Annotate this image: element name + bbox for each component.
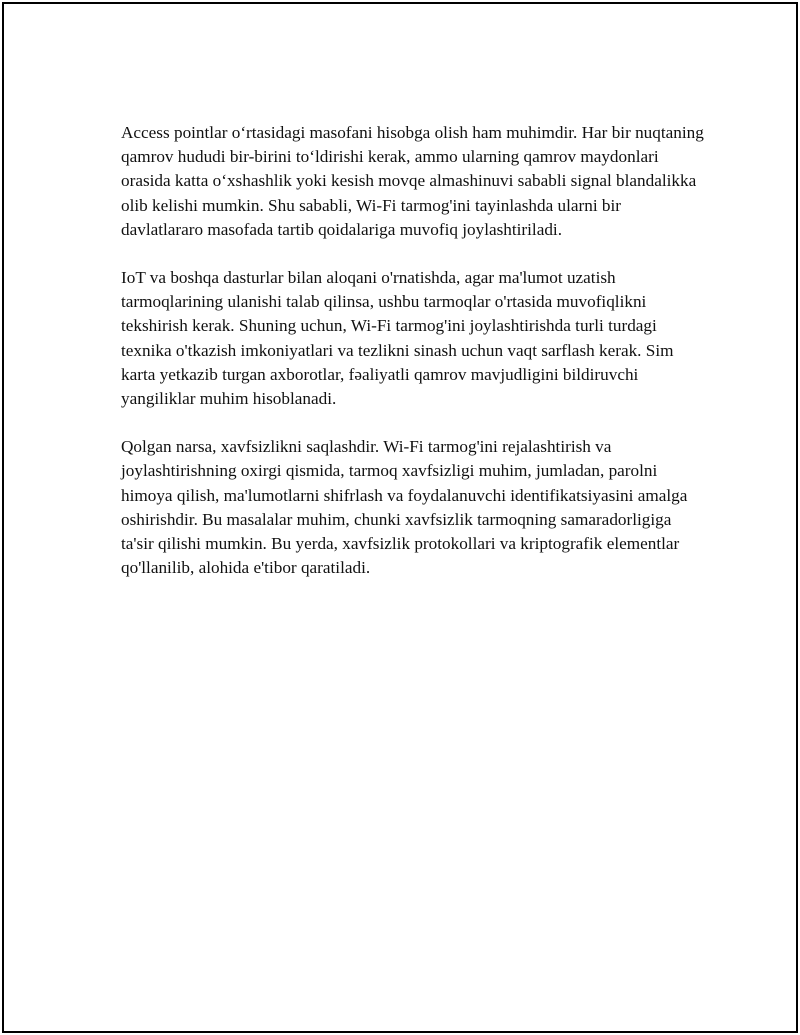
paragraph-3: Qolgan narsa, xavfsizlikni saqlashdir. Wi-Fi tarmog'ini rejalashtirish va joylashtirishning oxirgi qismida, tarmoq xavfsizligi muhim, jumladan, parolni himoya qilish, ma'lumotlarni shifrlash va foydalanuvchi identifikatsiyasini amalga oshirishdir. Bu masalalar muhim, chunki xavfsizlik tarmoqning samaradorligiga ta'sir qilishi mumkin. Bu yerda, xavfsizlik protokollari va kriptografik elementlar qo'llanilib, alohida e'tibor qaratiladi. bbox=[121, 437, 688, 578]
paragraph-2: IoT va boshqa dasturlar bilan aloqani o'rnatishda, agar ma'lumot uzatish tarmoqlarining ulanishi talab qilinsa, ushbu tarmoqlar o'rtasida muvofiqlikni tekshirish kerak. Shuning uchun, Wi-Fi tarmog'ini joylashtirishda turli turdagi texnika o'tkazish imkoniyatlari va tezlikni sinash uchun vaqt sarflash kerak. Sim karta yetkazib turgan axborotlar, fəaliyatli qamrov mavjudligini bildiruvchi yangiliklar muhim hisoblanadi. bbox=[121, 268, 674, 409]
page-frame bbox=[2, 2, 798, 1033]
document-body bbox=[121, 121, 706, 604]
paragraph-1: Access pointlar o‘rtasidagi masofani hisobga olish ham muhimdir. Har bir nuqtaning qamrov hududi bir-birini to‘ldirishi kerak, ammo ularning qamrov maydonlari orasida katta o‘xshashlik yoki kesish movqe almashinuvi sababli signal blandalikka olib kelishi mumkin. Shu sababli, Wi-Fi tarmog'ini tayinlashda ularni bir davlatlararo masofada tartib qoidalariga muvofiq joylashtiriladi. bbox=[121, 123, 704, 239]
